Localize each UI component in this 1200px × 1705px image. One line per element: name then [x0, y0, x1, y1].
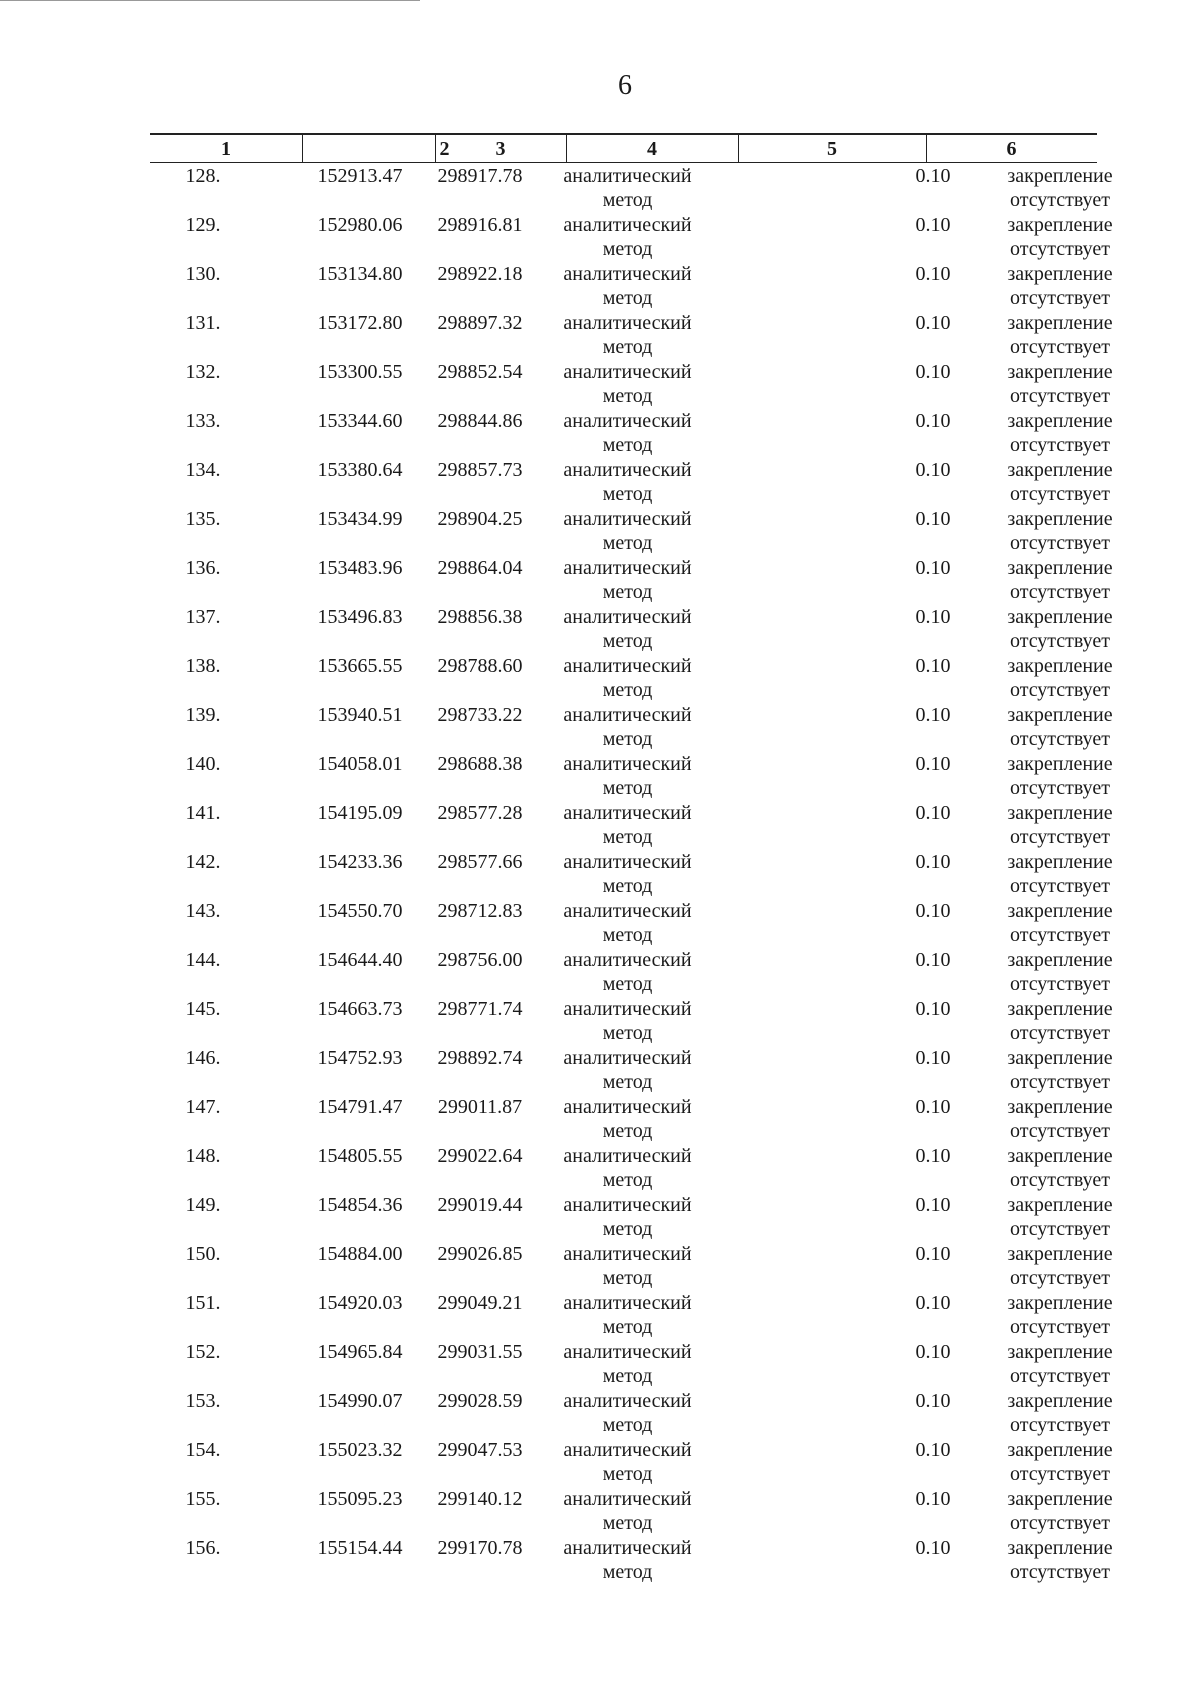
row-number: 154.: [185, 1439, 221, 1461]
coordinate-y: 299011.87: [437, 1096, 523, 1118]
table-row: [150, 163, 1113, 212]
method-line-2: метод: [602, 1561, 653, 1583]
row-number: 133.: [185, 410, 221, 432]
row-number: 134.: [185, 459, 221, 481]
table-row: [150, 604, 1113, 653]
fixing-line-2: отсутствует: [1009, 1316, 1111, 1338]
fixing-line-1: закрепление: [1007, 1488, 1113, 1510]
coordinate-y: 298844.86: [437, 410, 523, 432]
row-number: 128.: [185, 165, 221, 187]
accuracy: 0.10: [915, 802, 951, 824]
row-number: 151.: [185, 1292, 221, 1314]
fixing-line-2: отсутствует: [1009, 1267, 1111, 1289]
method-line-2: метод: [602, 924, 653, 946]
accuracy: 0.10: [915, 1047, 951, 1069]
table-row: [150, 261, 1113, 310]
row-number: 135.: [185, 508, 221, 530]
table-row: [150, 702, 1113, 751]
table-body: [150, 163, 1113, 1584]
fixing-line-1: закрепление: [1007, 263, 1113, 285]
fixing-line-2: отсутствует: [1009, 1512, 1111, 1534]
row-number: 146.: [185, 1047, 221, 1069]
table-row: [150, 653, 1113, 702]
method-line-2: метод: [602, 630, 653, 652]
fixing-line-1: закрепление: [1007, 459, 1113, 481]
row-number: 142.: [185, 851, 221, 873]
fixing-line-2: отсутствует: [1009, 826, 1111, 848]
coordinate-y: 298917.78: [437, 165, 523, 187]
header-col-5: 5: [827, 138, 837, 160]
coordinate-x: 153134.80: [317, 263, 403, 285]
table-row: [150, 1486, 1113, 1535]
coordinate-x: 153496.83: [317, 606, 403, 628]
coordinate-x: 154990.07: [317, 1390, 403, 1412]
method-line-1: аналитический: [563, 410, 692, 432]
fixing-line-2: отсутствует: [1009, 875, 1111, 897]
table-row: [150, 751, 1113, 800]
method-line-2: метод: [602, 728, 653, 750]
method-line-1: аналитический: [563, 557, 692, 579]
coordinate-x: 153300.55: [317, 361, 403, 383]
fixing-line-2: отсутствует: [1009, 973, 1111, 995]
fixing-line-1: закрепление: [1007, 900, 1113, 922]
accuracy: 0.10: [915, 459, 951, 481]
table-row: [150, 359, 1113, 408]
fixing-line-2: отсутствует: [1009, 434, 1111, 456]
fixing-line-2: отсутствует: [1009, 1022, 1111, 1044]
fixing-line-2: отсутствует: [1009, 1463, 1111, 1485]
coordinate-y: 298756.00: [437, 949, 523, 971]
method-line-2: метод: [602, 826, 653, 848]
coordinate-y: 299028.59: [437, 1390, 523, 1412]
coordinate-y: 298577.28: [437, 802, 523, 824]
method-line-2: метод: [602, 434, 653, 456]
coordinate-y: 298904.25: [437, 508, 523, 530]
fixing-line-2: отсутствует: [1009, 1169, 1111, 1191]
coordinate-y: 298922.18: [437, 263, 523, 285]
coordinate-x: 154854.36: [317, 1194, 403, 1216]
method-line-2: метод: [602, 1316, 653, 1338]
fixing-line-1: закрепление: [1007, 312, 1113, 334]
fixing-line-2: отсутствует: [1009, 1071, 1111, 1093]
accuracy: 0.10: [915, 1537, 951, 1559]
method-line-2: метод: [602, 1022, 653, 1044]
coordinate-x: 152913.47: [317, 165, 403, 187]
method-line-2: метод: [602, 483, 653, 505]
method-line-2: метод: [602, 1463, 653, 1485]
row-number: 155.: [185, 1488, 221, 1510]
fixing-line-2: отсутствует: [1009, 1120, 1111, 1142]
accuracy: 0.10: [915, 704, 951, 726]
fixing-line-1: закрепление: [1007, 753, 1113, 775]
table-row: [150, 506, 1113, 555]
coordinate-x: 154644.40: [317, 949, 403, 971]
coordinate-x: 154920.03: [317, 1292, 403, 1314]
method-line-1: аналитический: [563, 606, 692, 628]
table-row: [150, 1045, 1113, 1094]
accuracy: 0.10: [915, 655, 951, 677]
coordinate-x: 153665.55: [317, 655, 403, 677]
row-number: 152.: [185, 1341, 221, 1363]
accuracy: 0.10: [915, 998, 951, 1020]
row-number: 148.: [185, 1145, 221, 1167]
row-number: 147.: [185, 1096, 221, 1118]
method-line-1: аналитический: [563, 949, 692, 971]
row-number: 130.: [185, 263, 221, 285]
fixing-line-2: отсутствует: [1009, 385, 1111, 407]
fixing-line-1: закрепление: [1007, 1537, 1113, 1559]
table-row: [150, 1339, 1113, 1388]
fixing-line-1: закрепление: [1007, 165, 1113, 187]
coordinate-y: 298856.38: [437, 606, 523, 628]
page-number: 6: [618, 70, 632, 101]
coordinate-y: 299031.55: [437, 1341, 523, 1363]
coordinate-y: 299049.21: [437, 1292, 523, 1314]
row-number: 139.: [185, 704, 221, 726]
coordinate-x: 154550.70: [317, 900, 403, 922]
fixing-line-2: отсутствует: [1009, 483, 1111, 505]
method-line-2: метод: [602, 1169, 653, 1191]
accuracy: 0.10: [915, 1341, 951, 1363]
method-line-1: аналитический: [563, 1096, 692, 1118]
coordinate-x: 154805.55: [317, 1145, 403, 1167]
row-number: 149.: [185, 1194, 221, 1216]
fixing-line-1: закрепление: [1007, 1194, 1113, 1216]
table-row: [150, 1143, 1113, 1192]
method-line-2: метод: [602, 532, 653, 554]
table-row: [150, 212, 1113, 261]
coordinate-y: 298712.83: [437, 900, 523, 922]
coordinate-y: 298916.81: [437, 214, 523, 236]
method-line-1: аналитический: [563, 753, 692, 775]
method-line-1: аналитический: [563, 704, 692, 726]
coordinate-y: 298852.54: [437, 361, 523, 383]
coordinate-y: 298897.32: [437, 312, 523, 334]
fixing-line-1: закрепление: [1007, 606, 1113, 628]
coordinate-x: 153344.60: [317, 410, 403, 432]
table-row: [150, 800, 1113, 849]
coordinate-x: 154884.00: [317, 1243, 403, 1265]
accuracy: 0.10: [915, 851, 951, 873]
coordinate-y: 298688.38: [437, 753, 523, 775]
fixing-line-1: закрепление: [1007, 410, 1113, 432]
fixing-line-2: отсутствует: [1009, 532, 1111, 554]
accuracy: 0.10: [915, 214, 951, 236]
coordinate-x: 154791.47: [317, 1096, 403, 1118]
fixing-line-1: закрепление: [1007, 1439, 1113, 1461]
method-line-1: аналитический: [563, 1488, 692, 1510]
accuracy: 0.10: [915, 606, 951, 628]
method-line-1: аналитический: [563, 851, 692, 873]
fixing-line-2: отсутствует: [1009, 336, 1111, 358]
table-row: [150, 1388, 1113, 1437]
accuracy: 0.10: [915, 312, 951, 334]
method-line-1: аналитический: [563, 1047, 692, 1069]
method-line-1: аналитический: [563, 1537, 692, 1559]
coordinate-x: 153940.51: [317, 704, 403, 726]
fixing-line-1: закрепление: [1007, 214, 1113, 236]
method-line-1: аналитический: [563, 1243, 692, 1265]
fixing-line-2: отсутствует: [1009, 581, 1111, 603]
fixing-line-1: закрепление: [1007, 949, 1113, 971]
method-line-2: метод: [602, 1120, 653, 1142]
row-number: 129.: [185, 214, 221, 236]
method-line-2: метод: [602, 581, 653, 603]
header-col-4: 4: [647, 138, 657, 160]
table-header-row: [150, 133, 1097, 163]
fixing-line-2: отсутствует: [1009, 1561, 1111, 1583]
fixing-line-1: закрепление: [1007, 851, 1113, 873]
method-line-2: метод: [602, 287, 653, 309]
table-row: [150, 1094, 1113, 1143]
coordinate-y: 299019.44: [437, 1194, 523, 1216]
method-line-2: метод: [602, 189, 653, 211]
accuracy: 0.10: [915, 410, 951, 432]
fixing-line-1: закрепление: [1007, 1341, 1113, 1363]
fixing-line-2: отсутствует: [1009, 679, 1111, 701]
table-row: [150, 1437, 1113, 1486]
fixing-line-2: отсутствует: [1009, 189, 1111, 211]
fixing-line-1: закрепление: [1007, 1243, 1113, 1265]
coordinate-y: 299047.53: [437, 1439, 523, 1461]
table-row: [150, 310, 1113, 359]
row-number: 150.: [185, 1243, 221, 1265]
method-line-2: метод: [602, 875, 653, 897]
method-line-1: аналитический: [563, 1194, 692, 1216]
fixing-line-1: закрепление: [1007, 802, 1113, 824]
coordinate-x: 154663.73: [317, 998, 403, 1020]
coordinate-y: 298857.73: [437, 459, 523, 481]
fixing-line-1: закрепление: [1007, 1145, 1113, 1167]
coordinate-x: 154233.36: [317, 851, 403, 873]
method-line-1: аналитический: [563, 214, 692, 236]
method-line-1: аналитический: [563, 459, 692, 481]
coordinate-x: 154195.09: [317, 802, 403, 824]
method-line-2: метод: [602, 1512, 653, 1534]
accuracy: 0.10: [915, 557, 951, 579]
accuracy: 0.10: [915, 1488, 951, 1510]
fixing-line-1: закрепление: [1007, 704, 1113, 726]
fixing-line-1: закрепление: [1007, 655, 1113, 677]
method-line-1: аналитический: [563, 802, 692, 824]
coordinate-x: 153172.80: [317, 312, 403, 334]
fixing-line-1: закрепление: [1007, 508, 1113, 530]
coordinate-y: 299022.64: [437, 1145, 523, 1167]
method-line-1: аналитический: [563, 1341, 692, 1363]
row-number: 153.: [185, 1390, 221, 1412]
method-line-1: аналитический: [563, 1439, 692, 1461]
method-line-1: аналитический: [563, 1145, 692, 1167]
fixing-line-2: отсутствует: [1009, 924, 1111, 946]
row-number: 144.: [185, 949, 221, 971]
table-row: [150, 408, 1113, 457]
table-row: [150, 947, 1113, 996]
method-line-2: метод: [602, 679, 653, 701]
coordinate-y: 299170.78: [437, 1537, 523, 1559]
fixing-line-2: отсутствует: [1009, 630, 1111, 652]
method-line-2: метод: [602, 1071, 653, 1093]
method-line-1: аналитический: [563, 312, 692, 334]
method-line-2: метод: [602, 777, 653, 799]
accuracy: 0.10: [915, 165, 951, 187]
method-line-2: метод: [602, 385, 653, 407]
accuracy: 0.10: [915, 263, 951, 285]
coordinate-x: 154752.93: [317, 1047, 403, 1069]
fixing-line-1: закрепление: [1007, 557, 1113, 579]
accuracy: 0.10: [915, 1292, 951, 1314]
coordinate-y: 298864.04: [437, 557, 523, 579]
row-number: 143.: [185, 900, 221, 922]
accuracy: 0.10: [915, 508, 951, 530]
coordinates-table: [150, 133, 1113, 1584]
method-line-1: аналитический: [563, 900, 692, 922]
header-col-6: 6: [1006, 138, 1017, 160]
accuracy: 0.10: [915, 753, 951, 775]
coordinate-x: 153434.99: [317, 508, 403, 530]
top-edge-rule: [0, 0, 420, 1]
fixing-line-1: закрепление: [1007, 1047, 1113, 1069]
accuracy: 0.10: [915, 1390, 951, 1412]
method-line-2: метод: [602, 1218, 653, 1240]
accuracy: 0.10: [915, 1243, 951, 1265]
accuracy: 0.10: [915, 949, 951, 971]
fixing-line-2: отсутствует: [1009, 238, 1111, 260]
coordinate-y: 298788.60: [437, 655, 523, 677]
coordinate-x: 155095.23: [317, 1488, 403, 1510]
fixing-line-2: отсутствует: [1009, 1365, 1111, 1387]
table-row: [150, 996, 1113, 1045]
coordinate-y: 298733.22: [437, 704, 523, 726]
coordinate-x: 155154.44: [317, 1537, 403, 1559]
method-line-1: аналитический: [563, 508, 692, 530]
fixing-line-2: отсутствует: [1009, 1414, 1111, 1436]
method-line-1: аналитический: [563, 263, 692, 285]
coordinate-y: 299026.85: [437, 1243, 523, 1265]
accuracy: 0.10: [915, 900, 951, 922]
coordinate-x: 155023.32: [317, 1439, 403, 1461]
method-line-1: аналитический: [563, 1292, 692, 1314]
header-col-3: 3: [495, 138, 506, 160]
accuracy: 0.10: [915, 361, 951, 383]
row-number: 140.: [185, 753, 221, 775]
fixing-line-1: закрепление: [1007, 1390, 1113, 1412]
accuracy: 0.10: [915, 1439, 951, 1461]
table-row: [150, 457, 1113, 506]
coordinate-y: 298577.66: [437, 851, 523, 873]
table-row: [150, 555, 1113, 604]
fixing-line-2: отсутствует: [1009, 287, 1111, 309]
fixing-line-1: закрепление: [1007, 361, 1113, 383]
coordinate-x: 153483.96: [317, 557, 403, 579]
method-line-2: метод: [602, 973, 653, 995]
table-row: [150, 1290, 1113, 1339]
header-col-2: 2: [439, 138, 450, 160]
row-number: 145.: [185, 998, 221, 1020]
table-row: [150, 898, 1113, 947]
row-number: 141.: [185, 802, 221, 824]
row-number: 137.: [185, 606, 221, 628]
method-line-2: метод: [602, 1414, 653, 1436]
accuracy: 0.10: [915, 1145, 951, 1167]
method-line-2: метод: [602, 238, 653, 260]
fixing-line-2: отсутствует: [1009, 728, 1111, 750]
coordinate-y: 298892.74: [437, 1047, 523, 1069]
table-row: [150, 1535, 1113, 1584]
fixing-line-1: закрепление: [1007, 1292, 1113, 1314]
method-line-1: аналитический: [563, 361, 692, 383]
table-row: [150, 849, 1113, 898]
method-line-1: аналитический: [563, 165, 692, 187]
fixing-line-2: отсутствует: [1009, 777, 1111, 799]
coordinate-x: 154058.01: [317, 753, 403, 775]
accuracy: 0.10: [915, 1194, 951, 1216]
coordinate-y: 298771.74: [437, 998, 523, 1020]
coordinate-x: 153380.64: [317, 459, 403, 481]
fixing-line-2: отсутствует: [1009, 1218, 1111, 1240]
row-number: 138.: [185, 655, 221, 677]
method-line-2: метод: [602, 1267, 653, 1289]
table-row: [150, 1192, 1113, 1241]
row-number: 136.: [185, 557, 221, 579]
method-line-1: аналитический: [563, 655, 692, 677]
header-col-1: 1: [221, 138, 231, 160]
accuracy: 0.10: [915, 1096, 951, 1118]
table-row: [150, 1241, 1113, 1290]
method-line-2: метод: [602, 1365, 653, 1387]
row-number: 131.: [185, 312, 221, 334]
fixing-line-1: закрепление: [1007, 1096, 1113, 1118]
fixing-line-1: закрепление: [1007, 998, 1113, 1020]
coordinate-x: 154965.84: [317, 1341, 403, 1363]
coordinate-y: 299140.12: [437, 1488, 523, 1510]
method-line-2: метод: [602, 336, 653, 358]
coordinate-x: 152980.06: [317, 214, 403, 236]
method-line-1: аналитический: [563, 1390, 692, 1412]
row-number: 132.: [185, 361, 221, 383]
method-line-1: аналитический: [563, 998, 692, 1020]
row-number: 156.: [185, 1537, 221, 1559]
